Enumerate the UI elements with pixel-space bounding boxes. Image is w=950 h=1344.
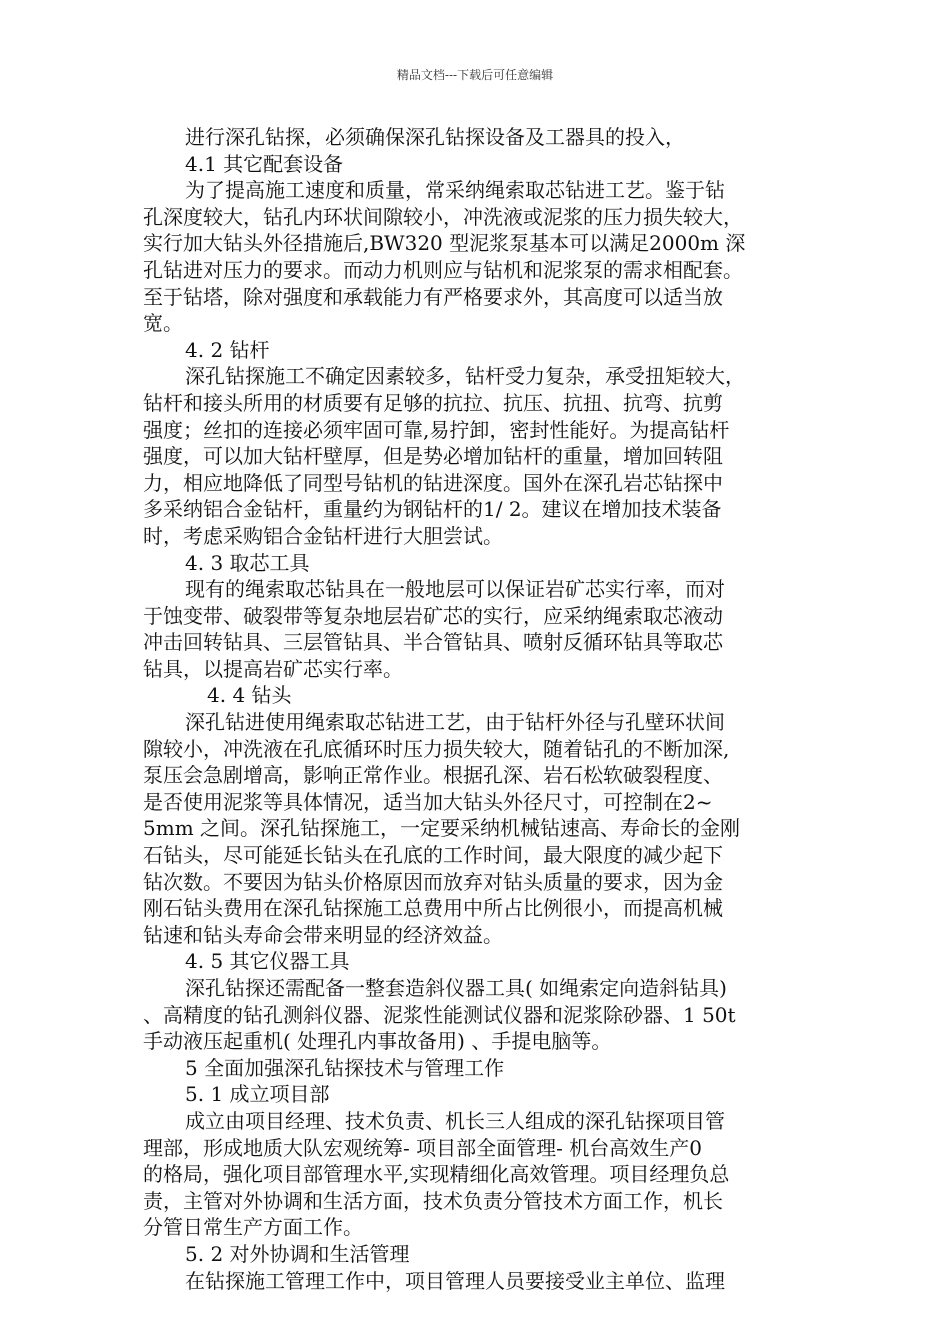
text-line: 责，主管对外协调和生活方面，技术负责分管技术方面工作，机长 — [143, 1188, 723, 1213]
text-line: 的格局，强化项目部管理水平,实现精细化高效管理。项目经理负总 — [143, 1162, 730, 1187]
page-header: 精品文档---下载后可任意编辑 — [396, 68, 554, 82]
text-line: 多采纳铝合金钻杆，重量约为钢钻杆的1/ 2。建议在增加技术装备 — [143, 497, 722, 522]
text-line: 是否使用泥浆等具体情况，适当加大钻头外径尺寸，可控制在2~ — [143, 789, 713, 814]
text-line: 孔深度较大，钻孔内环状间隙较小，冲洗液或泥浆的压力损失较大， — [143, 204, 743, 229]
text-line: 至于钻塔，除对强度和承载能力有严格要求外，其高度可以适当放 — [143, 284, 723, 309]
text-line: 钻次数。不要因为钻头价格原因而放弃对钻头质量的要求，因为金 — [143, 869, 723, 894]
text-line: 深孔钻探还需配备一整套造斜仪器工具( 如绳索定向造斜钻具) — [185, 976, 727, 1000]
text-line: 手动液压起重机( 处理孔内事故备用) 、手提电脑等。 — [143, 1029, 612, 1054]
text-line: 强度；丝扣的连接必须牢固可靠,易拧卸，密封性能好。为提高钻杆 — [143, 417, 730, 442]
text-line: 深孔钻进使用绳索取芯钻进工艺，由于钻杆外径与孔壁环状间 — [185, 710, 725, 735]
text-line: 成立由项目经理、技术负责、机长三人组成的深孔钻探项目管 — [185, 1108, 725, 1133]
text-line: 分管日常生产方面工作。 — [143, 1215, 363, 1240]
text-line: 刚石钻头费用在深孔钻探施工总费用中所占比例很小，而提高机械 — [143, 896, 723, 921]
text-line: 4. 4 钻头 — [207, 683, 292, 708]
text-line: 为了提高施工速度和质量，常采纳绳索取芯钻进工艺。鉴于钻 — [185, 178, 725, 203]
text-line: 深孔钻探施工不确定因素较多，钻杆受力复杂，承受扭矩较大， — [185, 364, 745, 389]
text-line: 孔钻进对压力的要求。而动力机则应与钻机和泥浆泵的需求相配套。 — [143, 257, 743, 282]
text-line: 5mm 之间。深孔钻探施工，一定要采纳机械钻速高、寿命长的金刚 — [143, 816, 741, 841]
text-line: 5. 1 成立项目部 — [185, 1082, 330, 1107]
text-line: 力，相应地降低了同型号钻机的钻进深度。国外在深孔岩芯钻探中 — [143, 470, 723, 495]
text-line: 钻速和钻头寿命会带来明显的经济效益。 — [143, 922, 503, 947]
text-line: 实行加大钻头外径措施后,BW320 型泥浆泵基本可以满足2000m 深 — [143, 231, 746, 256]
text-line: 在钻探施工管理工作中，项目管理人员要接受业主单位、监理 — [185, 1268, 725, 1293]
text-line: 泵压会急剧增高，影响正常作业。根据孔深、岩石松软破裂程度、 — [143, 763, 723, 788]
text-line: 进行深孔钻探，必须确保深孔钻探设备及工器具的投入， — [185, 125, 685, 149]
document-body — [143, 124, 805, 1294]
text-line: 、高精度的钻孔测斜仪器、泥浆性能测试仪器和泥浆除砂器、1 50t — [143, 1002, 736, 1027]
text-line: 4. 3 取芯工具 — [185, 550, 310, 575]
text-line: 强度，可以加大钻杆壁厚，但是势必增加钻杆的重量，增加回转阻 — [143, 444, 723, 469]
text-line: 时，考虑采购铝合金钻杆进行大胆尝试。 — [143, 523, 503, 548]
text-line: 4. 5 其它仪器工具 — [185, 949, 350, 974]
text-line: 石钻头，尽可能延长钻头在孔底的工作时间，最大限度的减少起下 — [143, 843, 723, 868]
text-line: 现有的绳索取芯钻具在一般地层可以保证岩矿芯实行率，而对 — [185, 577, 725, 602]
text-line: 5 全面加强深孔钻探技术与管理工作 — [185, 1055, 505, 1080]
text-line: 钻具，以提高岩矿芯实行率。 — [143, 656, 403, 681]
text-line: 理部，形成地质大队宏观统筹- 项目部全面管理- 机台高效生产0 — [143, 1135, 702, 1160]
text-line: 4.1 其它配套设备 — [185, 151, 344, 176]
text-line: 隙较小，冲洗液在孔底循环时压力损失较大，随着钻孔的不断加深, — [143, 736, 730, 761]
text-line: 4. 2 钻杆 — [185, 337, 270, 362]
text-line: 冲击回转钻具、三层管钻具、半合管钻具、喷射反循环钻具等取芯 — [143, 630, 723, 655]
text-line: 钻杆和接头所用的材质要有足够的抗拉、抗压、抗扭、抗弯、抗剪 — [143, 390, 723, 415]
text-line: 5. 2 对外协调和生活管理 — [185, 1241, 410, 1266]
text-line: 宽。 — [143, 311, 183, 336]
text-line: 于蚀变带、破裂带等复杂地层岩矿芯的实行，应采纳绳索取芯液动 — [143, 603, 723, 628]
